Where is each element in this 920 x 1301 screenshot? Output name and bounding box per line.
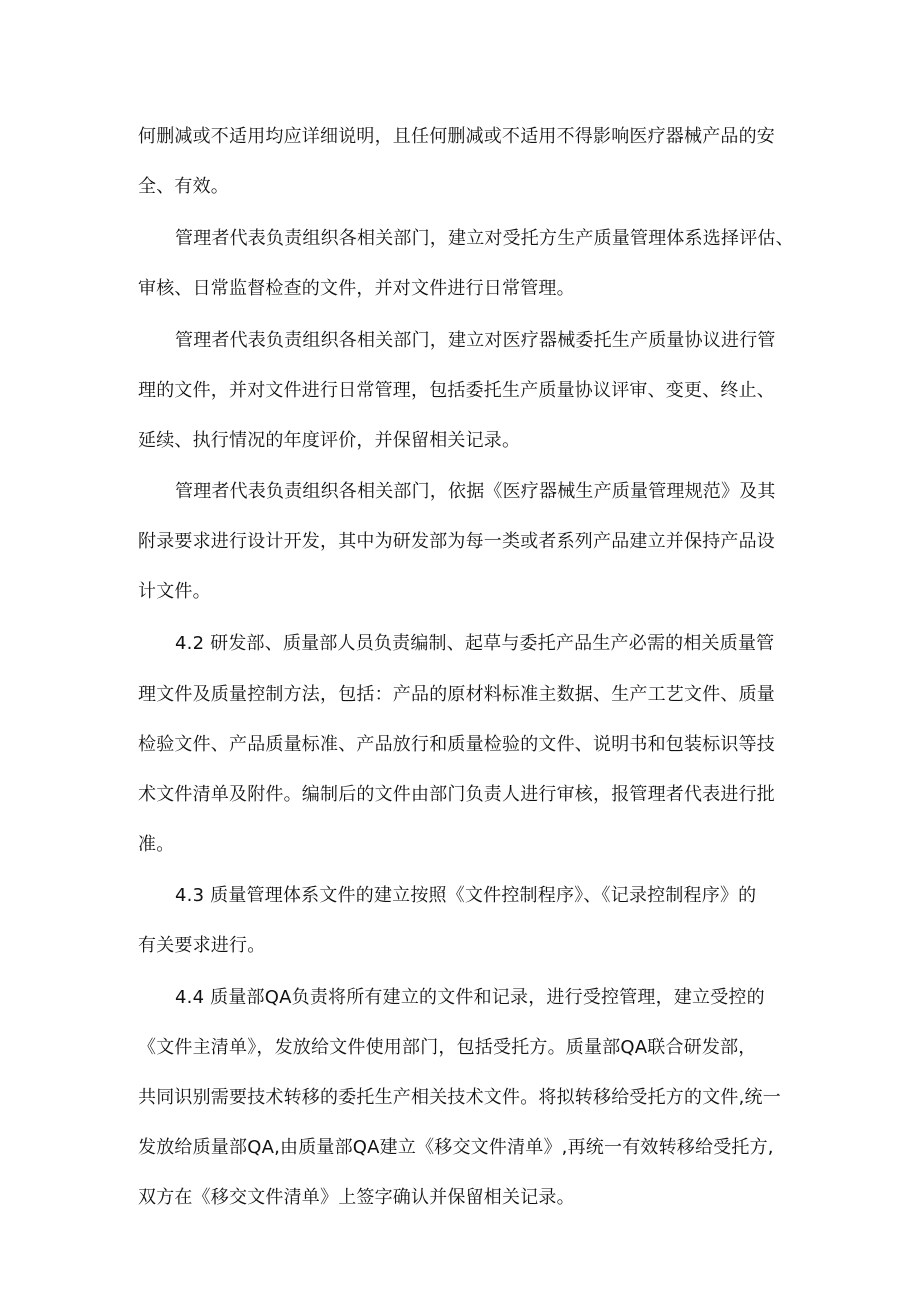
paragraph-first-line: 管理者代表负责组织各相关部门，依据《医疗器械生产质量管理规范》及其 [175, 481, 776, 502]
section-4-2-first-line: 4.2 研发部、质量部人员负责编制、起草与委托产品生产必需的相关质量管 [175, 633, 775, 654]
text-line: 理的文件，并对文件进行日常管理，包括委托生产质量协议评审、变更、终止、 [138, 380, 775, 401]
text-line: 共同识别需要技术转移的委托生产相关技术文件。将拟转移给受托方的文件,统一 [138, 1087, 781, 1108]
text-line: 发放给质量部QA,由质量部QA建立《移交文件清单》,再统一有效转移给受托方, [138, 1137, 774, 1158]
text-line: 准。 [138, 834, 175, 855]
section-4-3-first-line: 4.3 质量管理体系文件的建立按照《文件控制程序》、《记录控制程序》的 [175, 885, 757, 906]
paragraph-first-line: 管理者代表负责组织各相关部门，建立对医疗器械委托生产质量协议进行管 [175, 330, 776, 351]
text-line: 全、有效。 [138, 176, 229, 197]
text-line: 术文件清单及附件。编制后的文件由部门负责人进行审核，报管理者代表进行批 [138, 784, 775, 805]
text-line: 附录要求进行设计开发，其中为研发部为每一类或者系列产品建立并保持产品设 [138, 531, 775, 552]
text-line: 何删减或不适用均应详细说明，且任何删减或不适用不得影响医疗器械产品的安 [138, 126, 775, 147]
text-line: 计文件。 [138, 581, 211, 602]
text-line: 审核、日常监督检查的文件，并对文件进行日常管理。 [138, 278, 575, 299]
section-4-4-first-line: 4.4 质量部QA负责将所有建立的文件和记录，进行受控管理，建立受控的 [175, 987, 765, 1008]
text-line: 延续、执行情况的年度评价，并保留相关记录。 [138, 430, 521, 451]
text-line: 理文件及质量控制方法，包括：产品的原材料标准主数据、生产工艺文件、质量 [138, 684, 775, 705]
text-line: 《文件主清单》，发放给文件使用部门，包括受托方。质量部QA联合研发部， [138, 1037, 757, 1058]
text-line: 检验文件、产品质量标准、产品放行和质量检验的文件、说明书和包装标识等技 [138, 734, 775, 755]
text-line: 有关要求进行。 [138, 935, 266, 956]
paragraph-first-line: 管理者代表负责组织各相关部门，建立对受托方生产质量管理体系选择评估、 [175, 228, 794, 249]
text-line: 双方在《移交文件清单》上签字确认并保留相关记录。 [138, 1187, 575, 1208]
